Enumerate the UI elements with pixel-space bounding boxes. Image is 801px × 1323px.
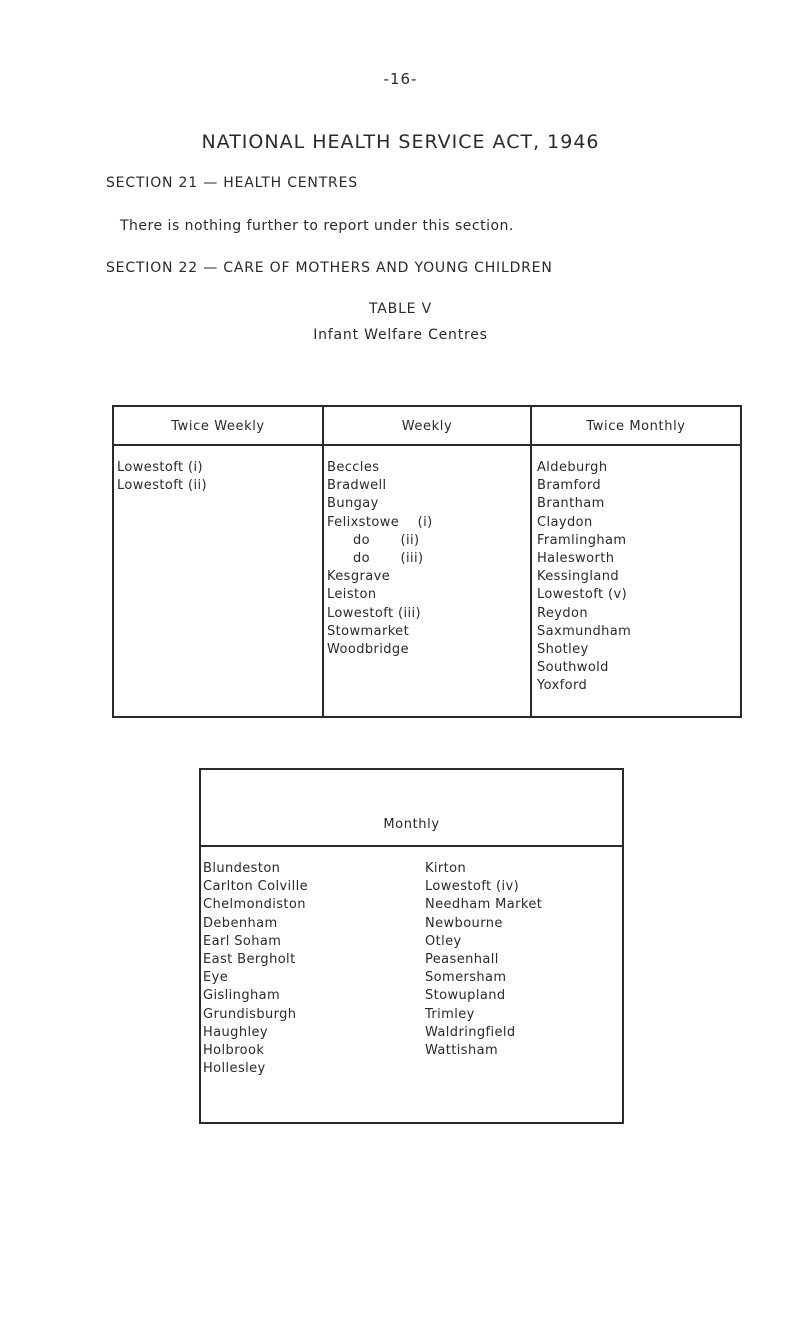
list-item: Kesgrave: [327, 569, 391, 585]
list-item: Bramford: [537, 478, 601, 494]
list-item: Brantham: [537, 496, 605, 512]
list-item: Otley: [425, 933, 462, 949]
header-weekly: Weekly: [401, 419, 453, 434]
list-item: Yoxford: [537, 678, 588, 694]
list-item: Woodbridge: [327, 641, 409, 657]
list-item: Eye: [203, 970, 229, 986]
table-header-divider: [112, 444, 740, 446]
document-title: NATIONAL HEALTH SERVICE ACT, 1946: [201, 131, 600, 153]
header-twice-monthly: Twice Monthly: [586, 419, 686, 434]
section-21-text: There is nothing further to report under this section.: [120, 218, 514, 234]
list-item: Kessingland: [537, 569, 619, 585]
list-item: Earl Soham: [203, 933, 282, 949]
list-item: Waldringfield: [425, 1024, 516, 1040]
table-bottom-border: [112, 716, 742, 718]
list-item: do (iii): [353, 550, 424, 566]
table-top-border: [112, 405, 740, 407]
table-right-border: [622, 768, 624, 1124]
list-item: Felixstowe (i): [327, 514, 433, 530]
table-caption: Infant Welfare Centres: [313, 327, 488, 343]
list-item: Trimley: [425, 1006, 475, 1022]
table-column-divider: [322, 405, 324, 718]
table-left-border: [112, 405, 114, 718]
list-item: Stowmarket: [327, 623, 410, 639]
header-twice-weekly: Twice Weekly: [171, 419, 265, 434]
list-item: Wattisham: [425, 1042, 499, 1058]
list-item: Haughley: [203, 1024, 268, 1040]
list-item: Stowupland: [425, 988, 506, 1004]
list-item: Claydon: [537, 514, 593, 530]
table-top-border: [199, 768, 622, 770]
column-weekly: [327, 459, 433, 659]
column-monthly-1: [203, 860, 308, 1078]
list-item: Hollesley: [203, 1061, 266, 1077]
list-item: Bradwell: [327, 478, 387, 494]
list-item: Needham Market: [425, 897, 543, 913]
column-twice-monthly: [537, 459, 631, 695]
list-item: Shotley: [537, 641, 589, 657]
table-label: TABLE V: [369, 301, 432, 317]
header-monthly: Monthly: [383, 817, 440, 832]
list-item: Reydon: [537, 605, 588, 621]
page-number: -16-: [383, 70, 418, 88]
list-item: Framlingham: [537, 532, 627, 548]
list-item: Peasenhall: [425, 951, 499, 967]
list-item: Lowestoft (iii): [327, 605, 421, 621]
column-monthly-2: [425, 860, 542, 1060]
list-item: do (ii): [353, 532, 420, 548]
list-item: Chelmondiston: [203, 897, 306, 913]
section-22-heading: SECTION 22 — CARE OF MOTHERS AND YOUNG CHILDREN: [106, 260, 553, 276]
table-column-divider: [530, 405, 532, 718]
list-item: Lowestoft (i): [117, 460, 203, 475]
list-item: Grundisburgh: [203, 1006, 297, 1022]
list-item: Debenham: [203, 915, 278, 931]
list-item: Leiston: [327, 587, 377, 603]
list-item: Lowestoft (ii): [117, 478, 207, 494]
section-21-heading: SECTION 21 — HEALTH CENTRES: [106, 175, 358, 191]
list-item: Somersham: [425, 970, 507, 986]
list-item: Carlton Colville: [203, 879, 308, 895]
column-twice-weekly: [117, 459, 207, 495]
list-item: Bungay: [327, 496, 379, 512]
table-header-divider: [199, 845, 622, 847]
list-item: Southwold: [537, 660, 609, 676]
list-item: Lowestoft (iv): [425, 879, 520, 895]
list-item: Holbrook: [203, 1042, 265, 1058]
table-bottom-border: [199, 1122, 624, 1124]
list-item: Aldeburgh: [537, 460, 608, 475]
list-item: Kirton: [425, 861, 467, 876]
list-item: Saxmundham: [537, 623, 632, 639]
list-item: East Bergholt: [203, 951, 296, 967]
list-item: Lowestoft (v): [537, 587, 628, 603]
list-item: Gislingham: [203, 988, 281, 1004]
list-item: Blundeston: [203, 861, 281, 876]
table-right-border: [740, 405, 742, 718]
list-item: Halesworth: [537, 550, 615, 566]
list-item: Beccles: [327, 460, 380, 475]
list-item: Newbourne: [425, 915, 503, 931]
